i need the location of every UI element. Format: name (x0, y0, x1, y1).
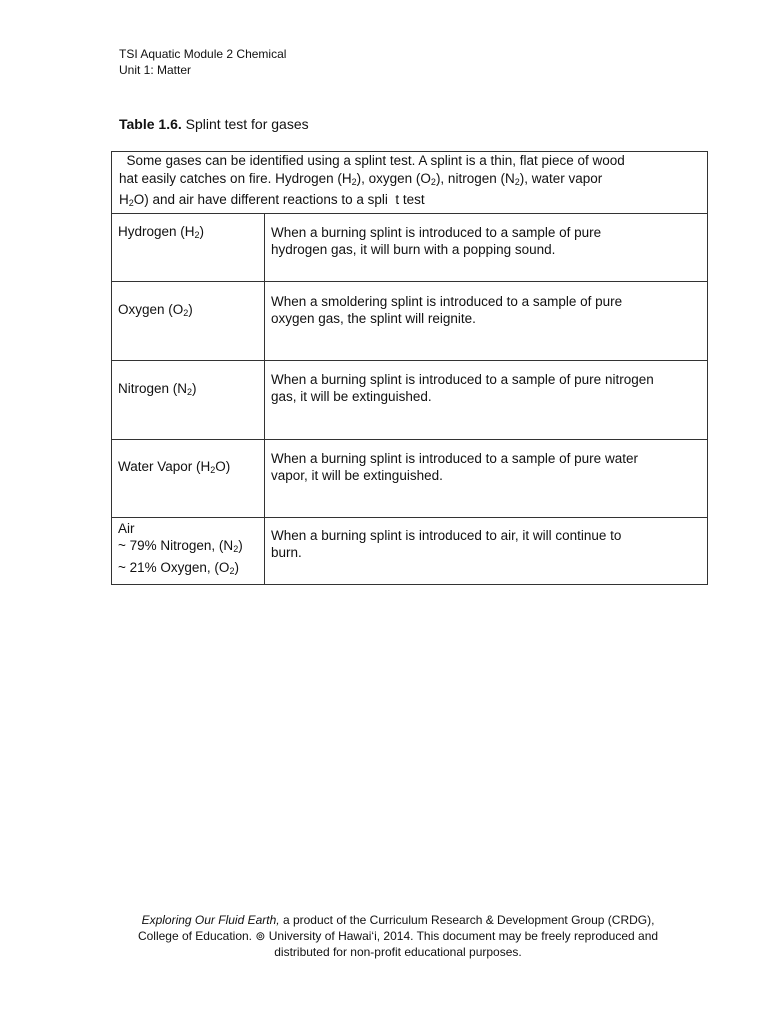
table-row (112, 360, 708, 439)
gas-name: Nitrogen $(N_2)$ (112, 360, 265, 439)
header-module: TSI Aquatic Module 2 Chemical (119, 47, 287, 61)
header-unit: Unit 1: Matter (119, 63, 192, 77)
table-row (112, 281, 708, 360)
table-row (112, 213, 708, 281)
caption-title: Splint test for gases (181, 116, 309, 132)
footer-line-2: College of Education. ⊚ University of Hawai‘i, 2014. This document may be freely reproduced and (137, 929, 659, 943)
table-caption (119, 116, 309, 132)
table-row (112, 517, 708, 584)
table-row (112, 439, 708, 517)
caption-label: Table 1.6. (119, 116, 182, 132)
intro-line-3: $H_2O$) and air have different reactions to a spli t test (119, 192, 425, 208)
intro-cell (112, 152, 708, 214)
gas-description: When a burning splint is introduced to a sample of pure hydrogen gas, it will burn with a popping sound. (265, 213, 708, 281)
page-header (119, 46, 286, 78)
gas-name: Hydrogen $(H_2)$ (112, 213, 265, 281)
splint-test-table (111, 151, 708, 585)
gas-description: When a smoldering splint is introduced to a sample of pure oxygen gas, the splint will reignite. (265, 281, 708, 360)
page-footer (100, 912, 696, 960)
intro-row (112, 152, 708, 214)
gas-name: Water Vapor $(H_2O)$ (112, 439, 265, 517)
gas-description: When a burning splint is introduced to air, it will continue to burn. (265, 517, 708, 584)
intro-line-1: Some gases can be identified using a splint test. A splint is a thin, flat piece of wood (119, 153, 625, 168)
gas-name-air: Air ~ 79% Nitrogen, $(N_2)$ ~ 21% Oxygen, $(O_2)$ (112, 517, 265, 584)
footer-line-1: Exploring Our Fluid Earth, a product of the Curriculum Research & Development Group (CRDG), (141, 913, 655, 927)
gas-description: When a burning splint is introduced to a sample of pure nitrogen gas, it will be extinguished. (265, 360, 708, 439)
footer-line-3: distributed for non-profit educational purposes. (274, 945, 522, 959)
intro-line-2: hat easily catches on fire. Hydrogen $(H_2)$, oxygen $(O_2)$, nitrogen $(N_2)$, water vapor (119, 170, 603, 187)
gas-name: Oxygen $(O_2)$ (112, 281, 265, 360)
gas-description: When a burning splint is introduced to a sample of pure water vapor, it will be extinguished. (265, 439, 708, 517)
